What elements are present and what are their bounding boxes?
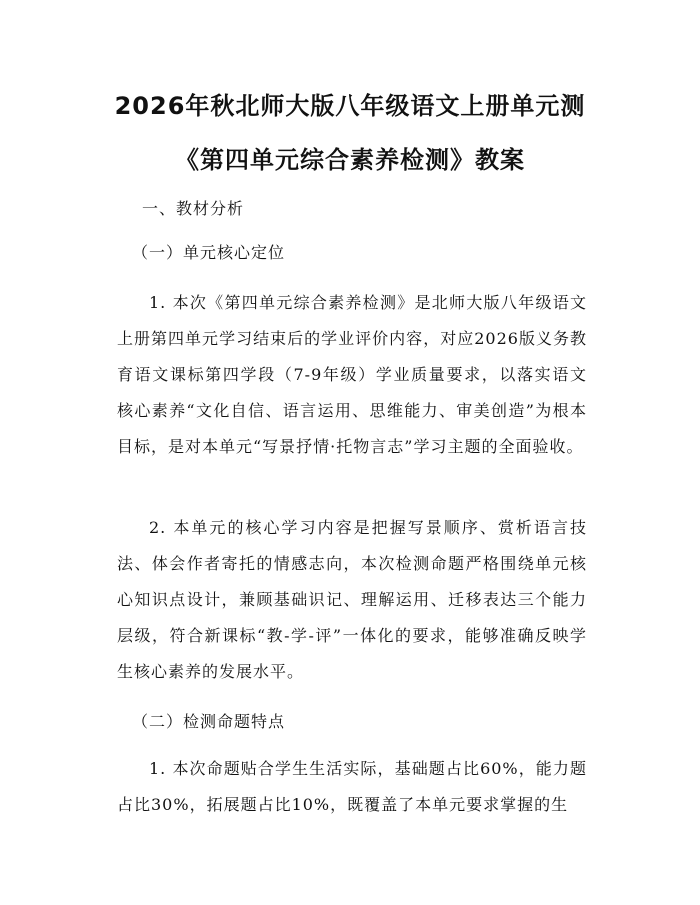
subsection-heading-test-features: （二）检测命题特点 xyxy=(132,712,286,731)
subsection-heading-unit-core-positioning: （一）单元核心定位 xyxy=(132,243,286,262)
paragraph-unit-positioning-2: 2. 本单元的核心学习内容是把握写景顺序、赏析语言技法、体会作者寄托的情感志向，本次检测命题严格围绕单元核心知识点设计，兼顾基础识记、理解运用、迁移表达三个能力层级，符合新课标“教-学-评”一体化的要求，能够准确反映学生核心素养的发展水平。 xyxy=(117,518,587,681)
paragraph-test-features-1: 1. 本次命题贴合学生生活实际，基础题占比60%，能力题占比30%，拓展题占比10%，既覆盖了本单元要求掌握的生 xyxy=(117,759,587,814)
paragraph-unit-positioning-1: 1. 本次《第四单元综合素养检测》是北师大版八年级语文上册第四单元学习结束后的学业评价内容，对应2026版义务教育语文课标第四学段（7-9年级）学业质量要求，以落实语文核心素养“文化自信、语言运用、思维能力、审美创造”为根本目标，是对本单元“写景抒情·托物言志”学习主题的全面验收。 xyxy=(117,293,587,456)
document-title-line-1: 2026年秋北师大版八年级语文上册单元测 xyxy=(114,92,586,120)
section-heading-textbook-analysis: 一、教材分析 xyxy=(142,199,245,218)
document-title-line-2: 《第四单元综合素养检测》教案 xyxy=(175,146,525,174)
